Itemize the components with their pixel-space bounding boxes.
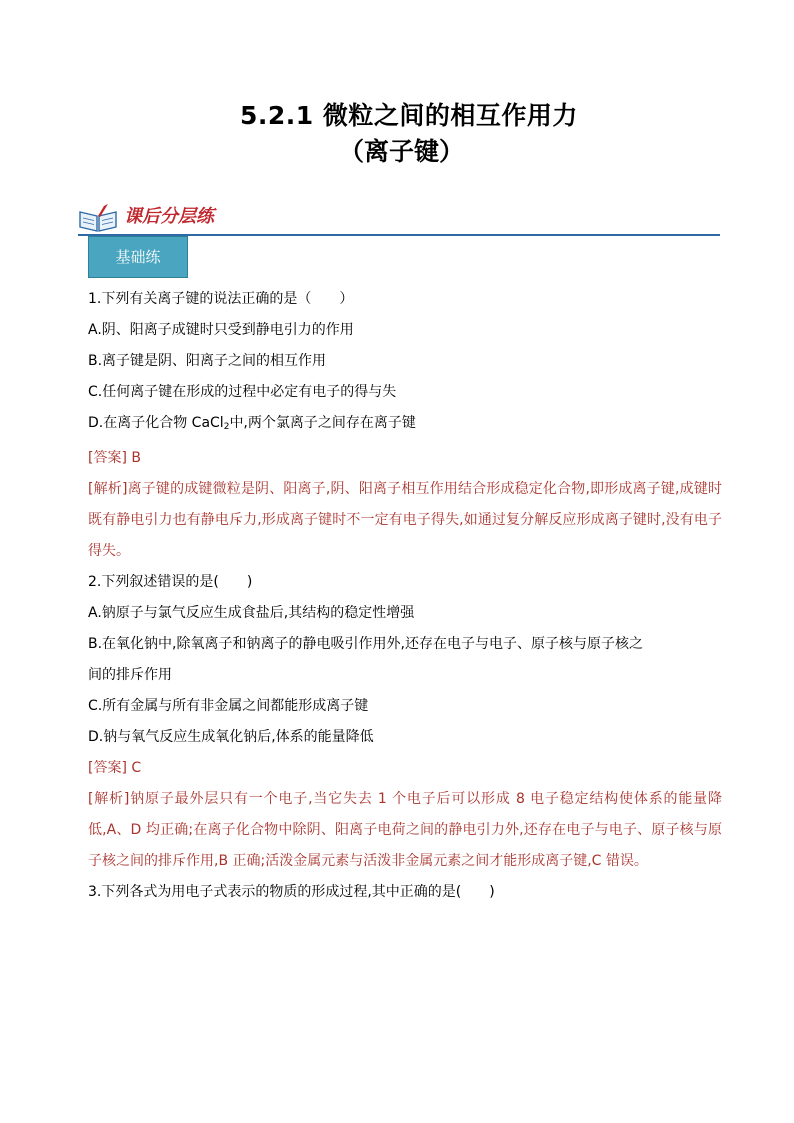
answer: [答案] B [88, 450, 141, 466]
option-c: C.任何离子键在形成的过程中必定有电子的得与失 [88, 384, 397, 400]
option-d-text-rest: 中,两个氯离子之间存在离子键 [229, 415, 416, 431]
option-a: A.钠原子与氯气反应生成食盐后,其结构的稳定性增强 [88, 605, 415, 621]
option-b: B.离子键是阴、阳离子之间的相互作用 [88, 353, 327, 369]
option-c: C.所有金属与所有非金属之间都能形成离子键 [88, 698, 369, 714]
question-stem: 2.下列叙述错误的是( ) [88, 574, 253, 590]
section-header [78, 202, 720, 236]
option-d-text: D.在离子化合物 CaCl [88, 415, 224, 431]
level-tag: 基础练 [88, 236, 188, 278]
option-a: A.阴、阳离子成键时只受到静电引力的作用 [88, 322, 354, 338]
question-stem: 3.下列各式为用电子式表示的物质的形成过程,其中正确的是( ) [88, 884, 495, 900]
answer: [答案] C [88, 760, 142, 776]
option-d [88, 408, 722, 443]
analysis: [解析]离子键的成键微粒是阴、阳离子,阴、阳离子相互作用结合形成稳定化合物,即形成离子键,成键时既有静电引力也有静电斥力,形成离子键时不一定有电子得失,如通过复分解反应形成离子键时,没有电子得失。 [88, 481, 722, 559]
page-title: 5.2.1 微粒之间的相互作用力 [240, 101, 578, 130]
option-b: B.在氧化钠中,除氧离子和钠离子的静电吸引作用外,还存在电子与电子、原子核与原子核之 [88, 636, 643, 652]
open-book-icon [78, 204, 118, 232]
subscript: 2 [223, 422, 230, 432]
page-subtitle: （离子键） [339, 137, 465, 166]
option-b-continued: 间的排斥作用 [88, 667, 172, 683]
analysis: [解析]钠原子最外层只有一个电子,当它失去 1 个电子后可以形成 8 电子稳定结构使体系的能量降低,A、D 均正确;在离子化合物中除阴、阳离子电荷之间的静电引力外,还存在电子与电子、原子核与原子核之间的排斥作用,B 正确;活泼金属元素与活泼非金属元素之间才能形成离子键,C 错误。 [88, 791, 722, 869]
question-list [88, 284, 722, 908]
section-heading: 课后分层练 [124, 206, 214, 227]
question-stem: 1.下列有关离子键的说法正确的是（ ） [88, 291, 354, 307]
option-d: D.钠与氧气反应生成氧化钠后,体系的能量降低 [88, 729, 374, 745]
